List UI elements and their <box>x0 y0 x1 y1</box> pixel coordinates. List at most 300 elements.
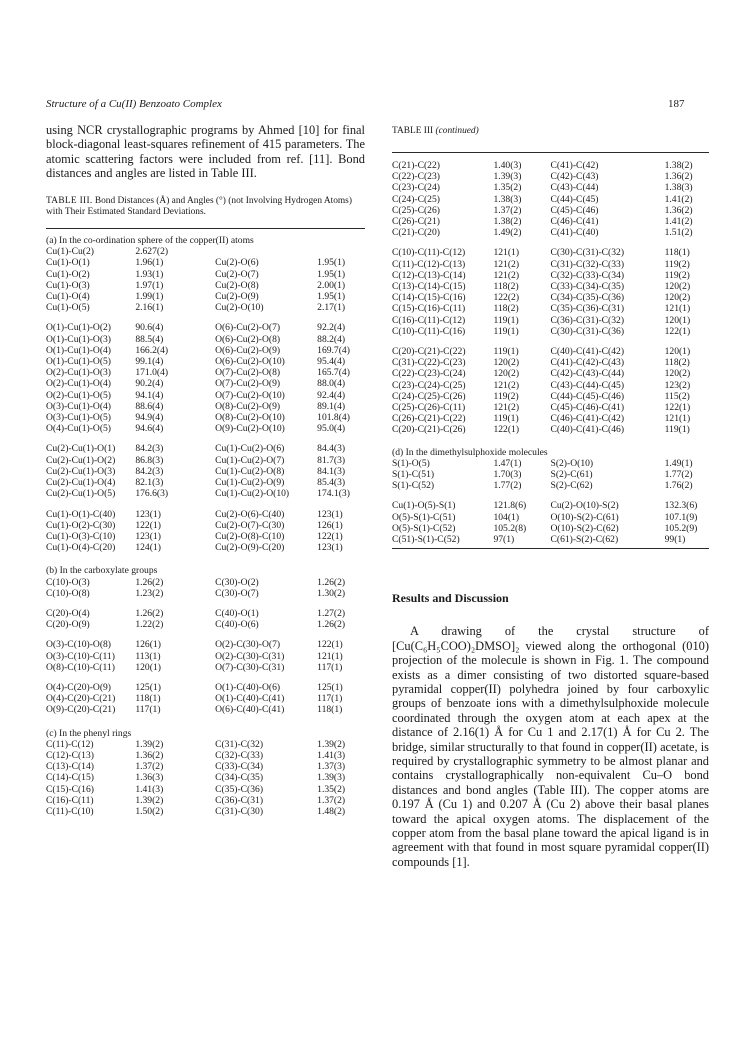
atom-label-cell: Cu(2)-O(10)-S(2) <box>550 500 619 512</box>
atom-label-cell: C(31)-C(30) <box>215 805 264 817</box>
value-cell: 125(1) <box>317 681 343 693</box>
value-cell: 1.38(3) <box>664 182 693 194</box>
value-cell: 120(1) <box>135 661 161 673</box>
data-table-group <box>46 246 365 313</box>
value-cell: 1.26(2) <box>135 576 164 588</box>
value-cell: 121(1) <box>664 413 691 425</box>
group-gap <box>392 491 709 500</box>
value-cell: 117(1) <box>317 661 343 673</box>
value-cell: 1.49(1) <box>664 457 693 469</box>
atom-label-cell: C(41)-C(42)-C(43) <box>550 357 625 369</box>
value-cell: 94.1(4) <box>135 389 164 401</box>
atom-label-cell: C(40)-C(41)-C(42) <box>550 346 625 358</box>
atom-label-cell: Cu(1)-O(4) <box>46 291 90 303</box>
right-table <box>392 160 709 436</box>
atom-label-cell: C(11)-C(12)-C(13) <box>392 258 466 270</box>
table-row <box>46 806 365 817</box>
value-cell: 118(2) <box>493 281 519 293</box>
value-cell: 97(1) <box>493 534 515 546</box>
section-a-table <box>46 246 365 553</box>
atom-label-cell: C(22)-C(23)-C(24) <box>392 368 466 380</box>
table-row <box>46 466 365 477</box>
value-cell: 118(1) <box>135 693 161 705</box>
table-row <box>46 477 365 488</box>
group-gap <box>392 238 709 247</box>
section-d-table <box>392 458 709 545</box>
table-row <box>392 523 709 534</box>
atom-label-cell: C(16)-C(11)-C(12) <box>392 314 466 326</box>
value-cell: 88.2(4) <box>317 333 346 345</box>
value-cell: 104(1) <box>493 511 520 523</box>
atom-label-cell: C(41)-C(40) <box>550 227 599 239</box>
value-cell: 85.4(3) <box>317 477 346 489</box>
value-cell: 95.4(4) <box>317 356 346 368</box>
atom-label-cell: C(40)-O(6) <box>215 619 259 631</box>
table-caption <box>46 196 365 218</box>
group-gap <box>46 434 365 443</box>
group-gap <box>46 673 365 682</box>
table-row <box>46 639 365 650</box>
table-row <box>46 542 365 553</box>
value-cell: 84.1(3) <box>317 465 346 477</box>
value-cell: 1.36(3) <box>135 772 164 784</box>
atom-label-cell: O(9)-Cu(2)-O(10) <box>215 423 285 435</box>
value-cell: 1.26(2) <box>135 607 164 619</box>
left-column <box>46 123 365 817</box>
group-gap <box>46 599 365 608</box>
atom-label-cell: Cu(1)-Cu(2)-O(8) <box>215 465 285 477</box>
value-cell: 92.4(4) <box>317 389 346 401</box>
table-row <box>46 795 365 806</box>
value-cell: 1.38(3) <box>493 193 522 205</box>
value-cell: 1.27(2) <box>317 607 346 619</box>
table-row <box>392 315 709 326</box>
atom-label-cell: O(10)-S(2)-C(61) <box>550 511 619 523</box>
atom-label-cell: Cu(2)-O(6)-C(40) <box>215 508 285 520</box>
table-row <box>46 608 365 619</box>
atom-label-cell: C(22)-C(23) <box>392 171 440 183</box>
intro-paragraph: using NCR crystallographic programs by Ahmed [10] for final block-diagonal least-squares refinement of 415 parameters. The atomic scattering factors were included from ref. [11]. Bond distances and angles are listed in Table III. <box>46 123 365 181</box>
value-cell: 94.6(4) <box>135 423 164 435</box>
table-row <box>392 303 709 314</box>
table-row <box>392 357 709 368</box>
table-row <box>46 390 365 401</box>
data-table-group <box>392 346 709 436</box>
atom-label-cell: O(6)-Cu(2)-O(10) <box>215 356 285 368</box>
table-row <box>46 619 365 630</box>
value-cell: 122(1) <box>664 402 691 414</box>
value-cell: 120(2) <box>493 357 520 369</box>
value-cell: 90.2(4) <box>135 378 164 390</box>
table-row <box>392 247 709 258</box>
atom-label-cell: Cu(1)-O(5) <box>46 302 90 314</box>
data-table-group <box>46 682 365 716</box>
value-cell: 1.96(1) <box>135 257 164 269</box>
value-cell: 119(1) <box>493 325 519 337</box>
atom-label-cell: C(10)-C(11)-C(16) <box>392 325 466 337</box>
value-cell: 90.6(4) <box>135 322 164 334</box>
atom-label-cell: C(43)-C(44) <box>550 182 599 194</box>
value-cell: 120(2) <box>664 281 691 293</box>
table-row <box>46 784 365 795</box>
value-cell: 1.37(2) <box>135 761 164 773</box>
table-row <box>46 577 365 588</box>
value-cell: 120(1) <box>664 314 691 326</box>
table-row <box>46 531 365 542</box>
continued-caption-note: (continued) <box>433 126 479 136</box>
table-row <box>46 423 365 434</box>
value-cell: 1.76(2) <box>664 480 693 492</box>
value-cell: 121(1) <box>664 303 691 315</box>
value-cell: 99(1) <box>664 534 686 546</box>
table-row <box>46 682 365 693</box>
atom-label-cell: C(42)-C(43)-C(44) <box>550 368 625 380</box>
value-cell: 122(1) <box>317 530 343 542</box>
value-cell: 117(1) <box>317 693 343 705</box>
value-cell: 1.38(2) <box>493 216 522 228</box>
table-caption-label: TABLE III. <box>46 195 93 206</box>
value-cell: 123(1) <box>135 508 161 520</box>
value-cell: 1.23(2) <box>135 587 164 599</box>
atom-label-cell: O(3)-C(10)-C(11) <box>46 650 115 662</box>
table-row <box>46 367 365 378</box>
data-table-group <box>46 739 365 817</box>
value-cell: 121(2) <box>493 402 520 414</box>
atom-label-cell: S(2)-C(61) <box>550 469 593 481</box>
atom-label-cell: Cu(1)-O(1)-C(40) <box>46 508 116 520</box>
value-cell: 125(1) <box>135 681 161 693</box>
value-cell: 119(1) <box>493 346 519 358</box>
value-cell: 121(1) <box>493 247 520 259</box>
value-cell: 1.70(3) <box>493 469 522 481</box>
atom-label-cell: C(24)-C(25) <box>392 193 440 205</box>
atom-label-cell: C(45)-C(46) <box>550 204 599 216</box>
value-cell: 121(1) <box>317 650 343 662</box>
atom-label-cell: C(20)-C(21)-C(22) <box>392 346 466 358</box>
value-cell: 124(1) <box>135 542 161 554</box>
atom-label-cell: O(4)-C(20)-C(21) <box>46 693 116 705</box>
atom-label-cell: Cu(1)-Cu(2) <box>46 246 94 258</box>
value-cell: 2.00(1) <box>317 279 346 291</box>
value-cell: 122(1) <box>493 424 520 436</box>
table-row <box>46 378 365 389</box>
table-row <box>392 413 709 424</box>
value-cell: 1.77(2) <box>493 480 522 492</box>
table-row <box>46 651 365 662</box>
table-row <box>392 512 709 523</box>
value-cell: 105.2(8) <box>493 522 527 534</box>
atom-label-cell: C(40)-C(41)-C(46) <box>550 424 625 436</box>
atom-label-cell: C(10)-O(3) <box>46 576 90 588</box>
right-column <box>392 123 709 869</box>
value-cell: 1.95(1) <box>317 291 346 303</box>
value-cell: 126(1) <box>317 519 343 531</box>
atom-label-cell: O(7)-C(30)-C(31) <box>215 661 285 673</box>
value-cell: 88.5(4) <box>135 333 164 345</box>
table-row <box>46 302 365 313</box>
atom-label-cell: C(46)-C(41)-C(42) <box>550 413 625 425</box>
atom-label-cell: S(1)-C(52) <box>392 480 435 492</box>
atom-label-cell: C(13)-C(14)-C(15) <box>392 281 466 293</box>
atom-label-cell: C(26)-C(21) <box>392 216 440 228</box>
section-b-table <box>46 577 365 716</box>
atom-label-cell: C(11)-C(10) <box>46 805 94 817</box>
atom-label-cell: O(5)-S(1)-C(52) <box>392 522 456 534</box>
atom-label-cell: O(2)-Cu(1)-O(3) <box>46 367 112 379</box>
value-cell: 169.7(4) <box>317 344 350 356</box>
table-row <box>46 291 365 302</box>
atom-label-cell: C(61)-S(2)-C(62) <box>550 534 619 546</box>
results-paragraph: A drawing of the crystal structure of [Cu(C₆H₅COO)₂DMSO]₂ viewed along the orthogonal (010) projection of the molecule is shown in Fig. 1. The compound exists as a dimer consisting of two distorted square-based pyramidal copper(II) polyhedra joined by four carboxylic groups of benzoate ions with a dimethylsulphoxide molecule coordinated through the oxygen atom at each apex at the distance of 2.16(1) Å for Cu 1 and 2.17(1) Å for Cu 2. The bridge, similar structurally to that found in copper(II) acetate, is required by crystallographic symmetry to be almost planar and contains crystallographically non-equivalent Cu–O bond distances and bond angles (Table III). The copper atoms are 0.197 Å (Cu 1) and 0.207 Å (Cu 2) above their basal planes toward the apical oxygen atoms. The displacement of the copper atom from the basal plane toward the apical ligand is in agreement with that found in most square pyramidal copper(II) compounds [1]. <box>392 624 709 869</box>
value-cell: 1.38(2) <box>664 160 693 171</box>
atom-label-cell: Cu(2)-O(8) <box>215 279 259 291</box>
atom-label-cell: Cu(2)-O(7) <box>215 268 259 280</box>
atom-label-cell: C(12)-C(13)-C(14) <box>392 269 466 281</box>
value-cell: 119(1) <box>493 413 519 425</box>
value-cell: 82.1(3) <box>135 477 164 489</box>
atom-label-cell: O(1)-Cu(1)-O(2) <box>46 322 112 334</box>
value-cell: 121(2) <box>493 258 520 270</box>
table-row <box>392 292 709 303</box>
section-b-heading: (b) In the carboxylate groups <box>46 565 158 577</box>
table-row <box>46 455 365 466</box>
value-cell: 105.2(9) <box>664 522 698 534</box>
value-cell: 1.95(1) <box>317 257 346 269</box>
table-row <box>392 368 709 379</box>
value-cell: 1.39(3) <box>317 772 346 784</box>
atom-label-cell: Cu(1)-O(4)-C(20) <box>46 542 116 554</box>
atom-label-cell: Cu(2)-Cu(1)-O(2) <box>46 454 116 466</box>
value-cell: 86.8(3) <box>135 454 164 466</box>
table-continued-caption <box>392 126 709 137</box>
atom-label-cell: C(44)-C(45)-C(46) <box>550 390 625 402</box>
data-table-group <box>46 443 365 499</box>
table-row <box>46 412 365 423</box>
value-cell: 166.2(4) <box>135 344 169 356</box>
value-cell: 115(2) <box>664 390 690 402</box>
group-gap <box>46 630 365 639</box>
value-cell: 122(1) <box>135 519 161 531</box>
table-row <box>392 326 709 337</box>
atom-label-cell: C(41)-C(42) <box>550 160 599 171</box>
atom-label-cell: C(25)-C(26) <box>392 204 440 216</box>
value-cell: 99.1(4) <box>135 356 164 368</box>
value-cell: 1.97(1) <box>135 279 164 291</box>
value-cell: 1.36(2) <box>664 204 693 216</box>
table-row <box>46 322 365 333</box>
section-c-heading: (c) In the phenyl rings <box>46 727 132 739</box>
atom-label-cell: C(31)-C(32) <box>215 738 264 750</box>
atom-label-cell: O(2)-Cu(1)-O(5) <box>46 389 112 401</box>
atom-label-cell: O(8)-C(10)-C(11) <box>46 661 115 673</box>
data-table-group <box>46 639 365 673</box>
atom-label-cell: C(42)-C(43) <box>550 171 599 183</box>
atom-label-cell: Cu(2)-O(7)-C(30) <box>215 519 285 531</box>
value-cell: 120(2) <box>493 368 520 380</box>
atom-label-cell: O(1)-Cu(1)-O(3) <box>46 333 112 345</box>
atom-label-cell: Cu(2)-O(6) <box>215 257 259 269</box>
atom-label-cell: Cu(1)-O(3)-C(10) <box>46 530 116 542</box>
atom-label-cell: C(21)-C(20) <box>392 227 440 239</box>
value-cell: 1.30(2) <box>317 587 346 599</box>
atom-label-cell: Cu(1)-Cu(2)-O(7) <box>215 454 285 466</box>
table-row <box>46 257 365 268</box>
value-cell: 123(1) <box>135 530 161 542</box>
atom-label-cell: C(34)-C(35) <box>215 772 264 784</box>
atom-label-cell: C(10)-O(8) <box>46 587 90 599</box>
value-cell: 122(1) <box>317 639 343 651</box>
atom-label-cell: O(3)-Cu(1)-O(4) <box>46 400 112 412</box>
value-cell: 120(1) <box>664 346 691 358</box>
value-cell: 1.51(2) <box>664 227 693 239</box>
atom-label-cell: O(2)-C(30)-C(31) <box>215 650 285 662</box>
value-cell: 1.39(3) <box>493 171 522 183</box>
atom-label-cell: Cu(1)-O(2)-C(30) <box>46 519 116 531</box>
table-row <box>46 693 365 704</box>
atom-label-cell: C(33)-C(34) <box>215 761 264 773</box>
table-row <box>392 205 709 216</box>
atom-label-cell: O(7)-Cu(2)-O(9) <box>215 378 281 390</box>
value-cell: 92.2(4) <box>317 322 346 334</box>
value-cell: 165.7(4) <box>317 367 350 379</box>
atom-label-cell: C(13)-C(14) <box>46 761 94 773</box>
table-row <box>392 160 709 171</box>
table-row <box>392 346 709 357</box>
value-cell: 1.93(1) <box>135 268 164 280</box>
table-row <box>392 391 709 402</box>
table-row <box>392 281 709 292</box>
atom-label-cell: C(20)-O(4) <box>46 607 90 619</box>
data-table-group <box>392 160 709 238</box>
table-row <box>46 520 365 531</box>
atom-label-cell: O(6)-Cu(2)-O(7) <box>215 322 281 334</box>
value-cell: 119(1) <box>493 314 519 326</box>
value-cell: 113(1) <box>135 650 161 662</box>
atom-label-cell: Cu(1)-Cu(2)-O(10) <box>215 488 290 500</box>
atom-label-cell: Cu(1)-Cu(2)-O(9) <box>215 477 285 489</box>
atom-label-cell: C(34)-C(35)-C(36) <box>550 292 625 304</box>
table-row <box>392 500 709 511</box>
atom-label-cell: C(25)-C(26)-C(11) <box>392 402 466 414</box>
value-cell: 107.1(9) <box>664 511 698 523</box>
data-table-group <box>392 458 709 492</box>
atom-label-cell: C(24)-C(25)-C(26) <box>392 390 466 402</box>
atom-label-cell: C(15)-C(16) <box>46 783 94 795</box>
value-cell: 123(2) <box>664 379 691 391</box>
value-cell: 1.36(2) <box>135 749 164 761</box>
value-cell: 176.6(3) <box>135 488 169 500</box>
value-cell: 1.37(3) <box>317 761 346 773</box>
table-row <box>392 182 709 193</box>
value-cell <box>317 246 365 257</box>
atom-label-cell: C(21)-C(22) <box>392 160 440 171</box>
value-cell: 1.39(2) <box>135 794 164 806</box>
atom-label-cell: C(36)-C(31) <box>215 794 264 806</box>
running-title: Structure of a Cu(II) Benzoato Complex <box>46 98 222 110</box>
value-cell: 1.39(2) <box>135 738 164 750</box>
atom-label-cell: Cu(1)-O(2) <box>46 268 90 280</box>
atom-label-cell: O(8)-Cu(2)-O(9) <box>215 400 281 412</box>
atom-label-cell: O(3)-Cu(1)-O(5) <box>46 412 112 424</box>
atom-label-cell: O(4)-C(20)-O(9) <box>46 681 112 693</box>
value-cell: 101.8(4) <box>317 412 350 424</box>
atom-label-cell: O(9)-C(20)-C(21) <box>46 704 116 716</box>
atom-label-cell: O(6)-Cu(2)-O(8) <box>215 333 281 345</box>
atom-label-cell: O(7)-Cu(2)-O(8) <box>215 367 281 379</box>
atom-label-cell: O(8)-Cu(2)-O(10) <box>215 412 285 424</box>
atom-label-cell: C(31)-C(32)-C(33) <box>550 258 625 270</box>
value-cell: 2.627(2) <box>135 246 169 258</box>
value-cell: 118(2) <box>664 357 690 369</box>
atom-label-cell: Cu(1)-O(3) <box>46 279 90 291</box>
atom-label-cell: O(3)-C(10)-O(8) <box>46 639 112 651</box>
atom-label-cell: O(5)-S(1)-C(51) <box>392 511 456 523</box>
value-cell: 1.99(1) <box>135 291 164 303</box>
value-cell: 2.17(1) <box>317 302 346 314</box>
atom-label-cell: C(23)-C(24)-C(25) <box>392 379 466 391</box>
value-cell: 95.0(4) <box>317 423 346 435</box>
atom-label-cell: O(1)-C(40)-C(41) <box>215 693 285 705</box>
results-heading: Results and Discussion <box>392 591 509 606</box>
atom-label-cell: O(6)-Cu(2)-O(9) <box>215 344 281 356</box>
value-cell: 174.1(3) <box>317 488 350 500</box>
atom-label-cell: S(2)-O(10) <box>550 457 594 469</box>
value-cell: 84.4(3) <box>317 443 346 455</box>
table-row <box>46 345 365 356</box>
atom-label-cell: Cu(2)-O(9)-C(20) <box>215 542 285 554</box>
atom-label-cell: O(4)-Cu(1)-O(5) <box>46 423 112 435</box>
atom-label-cell: C(45)-C(46)-C(41) <box>550 402 625 414</box>
table-row <box>46 356 365 367</box>
atom-label-cell: C(32)-C(33)-C(34) <box>550 269 625 281</box>
data-table-group <box>46 322 365 434</box>
value-cell: 1.50(2) <box>135 805 164 817</box>
value-cell: 88.0(4) <box>317 378 346 390</box>
group-gap <box>392 337 709 346</box>
atom-label-cell: Cu(1)-Cu(2)-O(6) <box>215 443 285 455</box>
atom-label-cell: C(46)-C(41) <box>550 216 599 228</box>
data-table-group <box>46 577 365 599</box>
value-cell: 121(2) <box>493 269 520 281</box>
value-cell: 1.37(2) <box>317 794 346 806</box>
table-row <box>46 443 365 454</box>
table-row <box>392 534 709 545</box>
table-row <box>46 401 365 412</box>
value-cell: 126(1) <box>135 639 161 651</box>
table-row <box>46 488 365 499</box>
value-cell: 1.47(1) <box>493 457 522 469</box>
value-cell: 117(1) <box>135 704 161 716</box>
value-cell: 1.41(3) <box>135 783 164 795</box>
value-cell: 118(1) <box>664 247 690 259</box>
atom-label-cell: C(20)-O(9) <box>46 619 90 631</box>
value-cell: 1.95(1) <box>317 268 346 280</box>
value-cell: 89.1(4) <box>317 400 346 412</box>
value-cell: 2.16(1) <box>135 302 164 314</box>
value-cell: 1.41(2) <box>664 216 693 228</box>
value-cell: 122(1) <box>664 325 691 337</box>
continued-caption-label: TABLE III <box>392 126 434 136</box>
table-row <box>392 216 709 227</box>
table-row <box>392 194 709 205</box>
atom-label-cell: C(40)-O(1) <box>215 607 259 619</box>
table-row <box>392 458 709 469</box>
group-gap <box>46 500 365 509</box>
value-cell: 94.9(4) <box>135 412 164 424</box>
atom-label-cell: Cu(2)-Cu(1)-O(5) <box>46 488 116 500</box>
atom-label-cell: C(31)-C(22)-C(23) <box>392 357 466 369</box>
atom-label-cell: C(35)-C(36)-C(31) <box>550 303 625 315</box>
